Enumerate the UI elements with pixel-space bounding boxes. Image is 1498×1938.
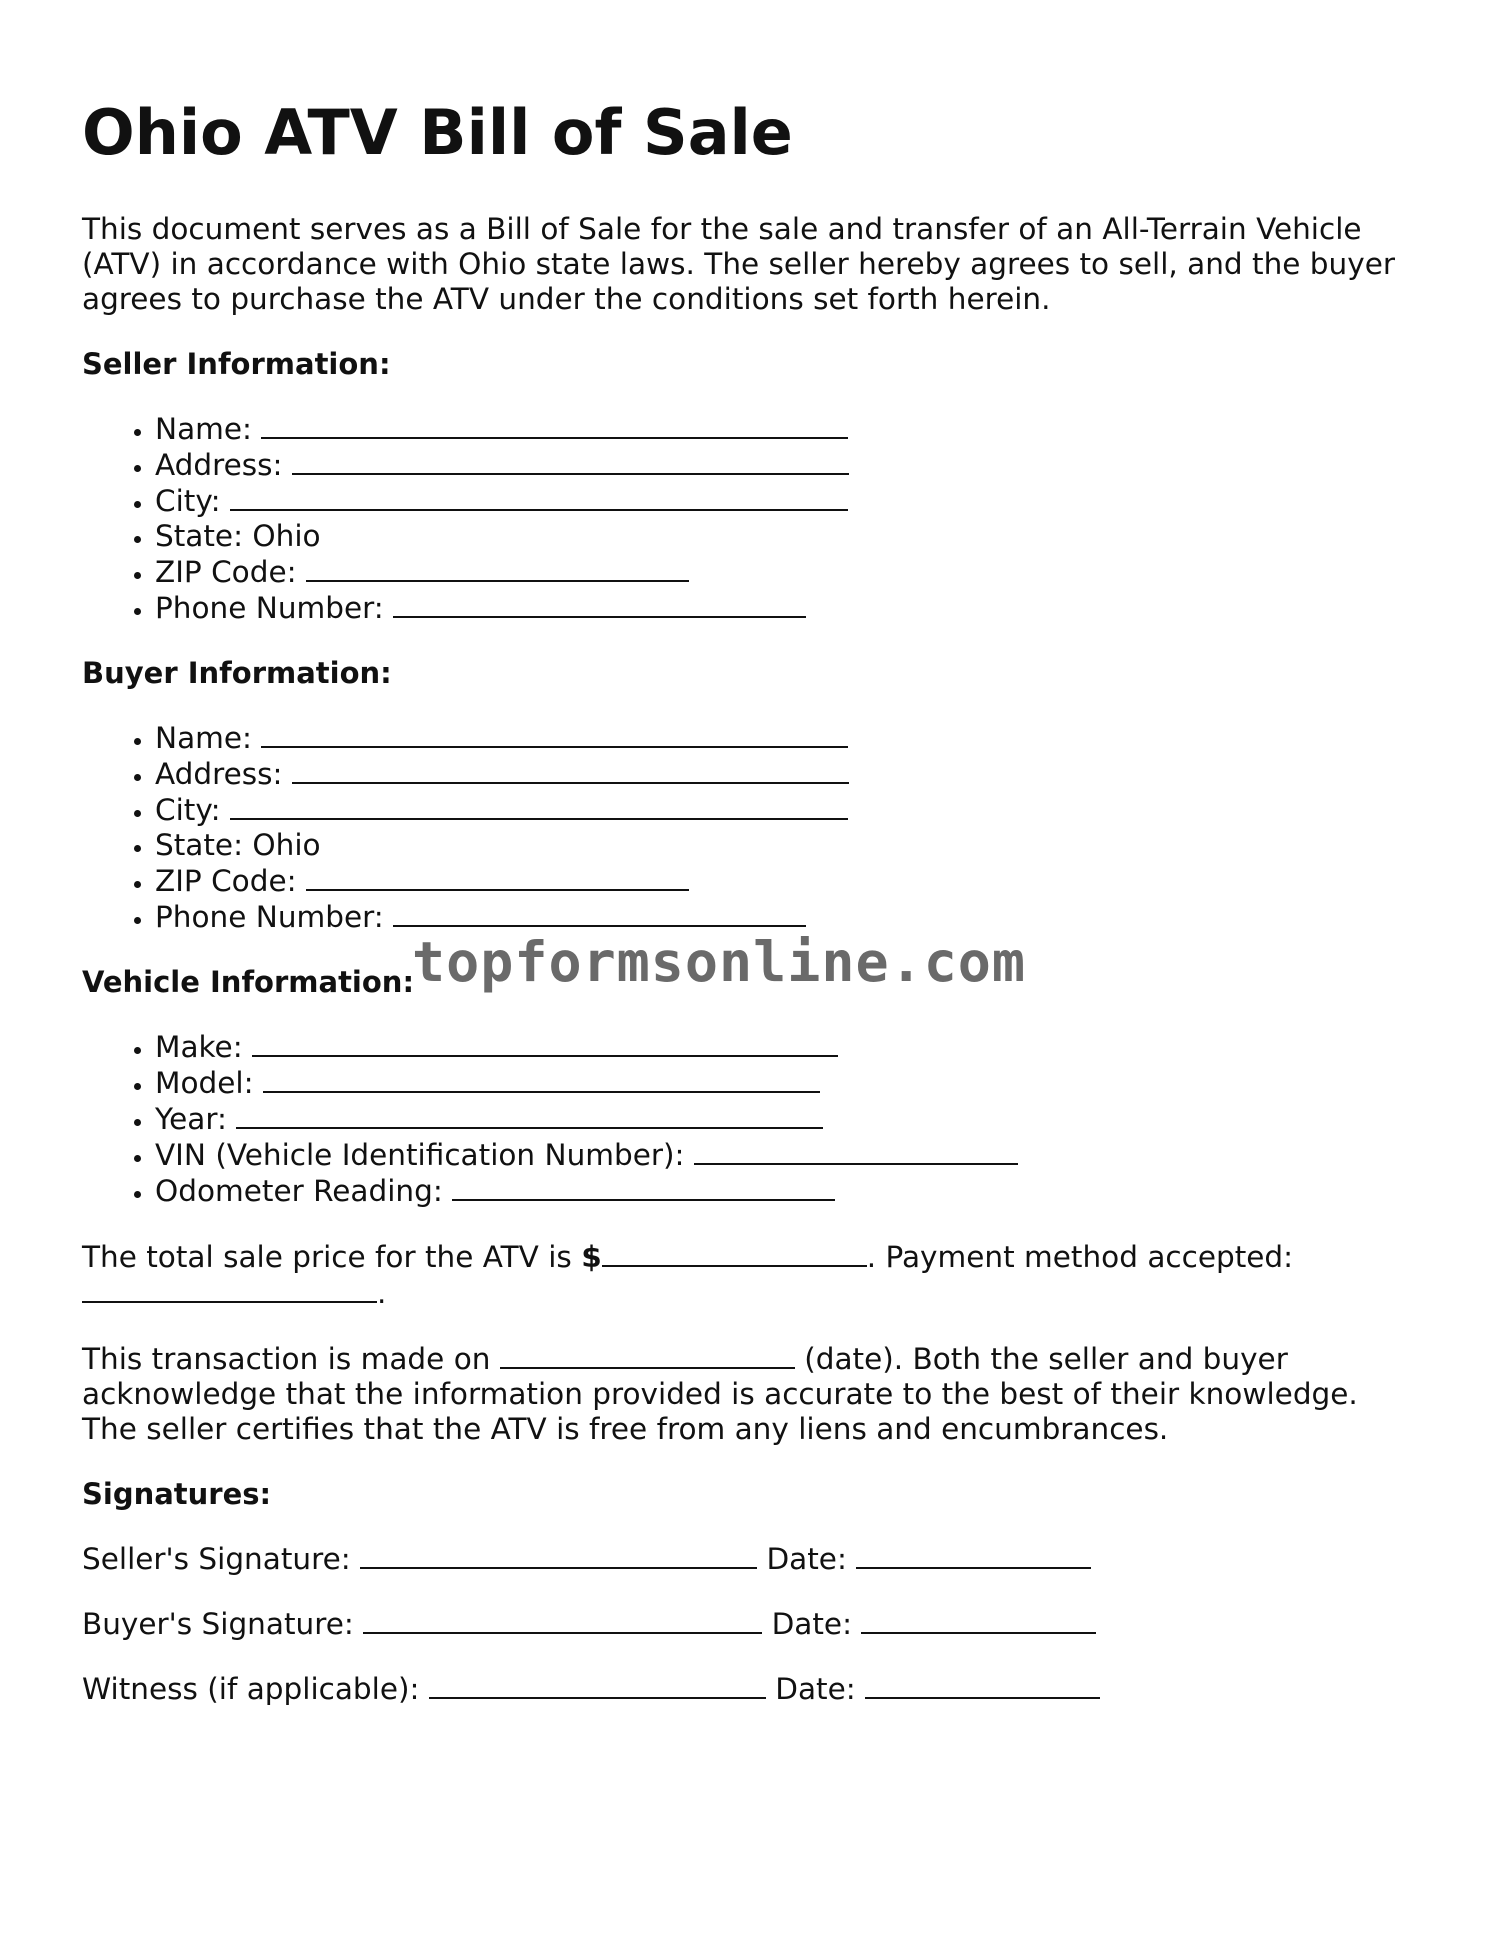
vehicle-make-label: Make:	[155, 1030, 243, 1065]
seller-address-label: Address:	[155, 448, 283, 483]
vehicle-vin-blank[interactable]	[694, 1137, 1018, 1165]
buyer-name-label: Name:	[155, 721, 252, 756]
buyer-state-field	[155, 828, 1422, 863]
vehicle-vin-field	[155, 1137, 1422, 1173]
buyer-date-blank[interactable]	[861, 1606, 1096, 1634]
seller-address-blank[interactable]	[292, 447, 849, 475]
seller-state-label: State: Ohio	[155, 519, 321, 554]
buyer-heading: Buyer Information:	[82, 656, 392, 691]
buyer-signature-label: Buyer's Signature:	[82, 1607, 354, 1642]
seller-zip-label: ZIP Code:	[155, 555, 297, 590]
buyer-zip-blank[interactable]	[306, 863, 689, 891]
buyer-zip-label: ZIP Code:	[155, 864, 297, 899]
document-page	[82, 96, 1422, 1736]
buyer-city-label: City:	[155, 793, 221, 828]
intro-paragraph: This document serves as a Bill of Sale for the sale and transfer of an All-Terrain Vehicle (ATV) in accordance with Ohio state laws. The seller hereby agrees to sell, and the buyer agrees to purchase the ATV under the conditions set forth herein.	[82, 212, 1395, 317]
vehicle-model-field	[155, 1065, 1422, 1101]
seller-phone-label: Phone Number:	[155, 591, 384, 626]
seller-state-field	[155, 519, 1422, 554]
seller-name-label: Name:	[155, 412, 252, 447]
price-paragraph	[82, 1239, 1422, 1311]
seller-address-field	[155, 447, 1422, 483]
seller-date-blank[interactable]	[856, 1541, 1091, 1569]
buyer-fields	[82, 720, 1422, 935]
seller-name-blank[interactable]	[261, 411, 848, 439]
payment-method-blank[interactable]	[82, 1275, 377, 1303]
buyer-state-label: State: Ohio	[155, 828, 321, 863]
seller-signature-line	[82, 1541, 1422, 1577]
transaction-prefix: This transaction is made on	[82, 1342, 491, 1377]
watermark-text: topformsonline.com	[412, 930, 1027, 995]
seller-city-field	[155, 483, 1422, 519]
seller-signature-label: Seller's Signature:	[82, 1542, 351, 1577]
transaction-date-blank[interactable]	[500, 1341, 795, 1369]
price-currency: $	[581, 1240, 602, 1275]
vehicle-fields	[82, 1029, 1422, 1209]
vehicle-make-blank[interactable]	[252, 1029, 838, 1057]
buyer-date-label: Date:	[771, 1607, 853, 1642]
buyer-address-field	[155, 756, 1422, 792]
vehicle-heading-row	[82, 930, 1422, 1000]
vehicle-heading: Vehicle Information:	[82, 965, 415, 1000]
price-blank[interactable]	[602, 1239, 867, 1267]
seller-phone-blank[interactable]	[393, 590, 806, 618]
seller-heading: Seller Information:	[82, 347, 391, 382]
witness-signature-label: Witness (if applicable):	[82, 1672, 420, 1707]
witness-signature-blank[interactable]	[429, 1671, 766, 1699]
seller-zip-blank[interactable]	[306, 554, 689, 582]
buyer-address-blank[interactable]	[292, 756, 849, 784]
vehicle-odometer-blank[interactable]	[452, 1173, 835, 1201]
seller-name-field	[155, 411, 1422, 447]
buyer-phone-label: Phone Number:	[155, 900, 384, 935]
seller-phone-field	[155, 590, 1422, 626]
buyer-city-blank[interactable]	[230, 792, 848, 820]
seller-date-label: Date:	[766, 1542, 847, 1577]
buyer-name-field	[155, 720, 1422, 756]
transaction-paragraph	[82, 1341, 1422, 1447]
witness-date-label: Date:	[775, 1672, 856, 1707]
vehicle-year-blank[interactable]	[236, 1101, 823, 1129]
vehicle-model-label: Model:	[155, 1066, 254, 1101]
vehicle-year-label: Year:	[155, 1102, 227, 1137]
buyer-phone-blank[interactable]	[393, 899, 806, 927]
witness-signature-line	[82, 1671, 1422, 1707]
witness-date-blank[interactable]	[865, 1671, 1100, 1699]
buyer-zip-field	[155, 863, 1422, 899]
buyer-city-field	[155, 792, 1422, 828]
seller-city-blank[interactable]	[230, 483, 848, 511]
buyer-address-label: Address:	[155, 757, 283, 792]
vehicle-model-blank[interactable]	[263, 1065, 820, 1093]
payment-method-label: . Payment method accepted:	[866, 1240, 1294, 1275]
vehicle-year-field	[155, 1101, 1422, 1137]
vehicle-make-field	[155, 1029, 1422, 1065]
transaction-suffix: (date). Both the seller and buyer acknowledge that the information provided is accurate to the best of their knowledge. The seller certifies that the ATV is free from any liens and encumbrances.	[82, 1342, 1358, 1447]
seller-fields	[82, 411, 1422, 626]
price-prefix: The total sale price for the ATV is	[82, 1240, 572, 1275]
buyer-name-blank[interactable]	[261, 720, 848, 748]
signatures-heading: Signatures:	[82, 1477, 272, 1512]
seller-city-label: City:	[155, 484, 221, 519]
vehicle-vin-label: VIN (Vehicle Identification Number):	[155, 1138, 685, 1173]
vehicle-odometer-field	[155, 1173, 1422, 1209]
vehicle-odometer-label: Odometer Reading:	[155, 1174, 443, 1209]
document-title: Ohio ATV Bill of Sale	[82, 96, 793, 169]
buyer-signature-line	[82, 1606, 1422, 1642]
price-end: .	[377, 1276, 387, 1311]
seller-signature-blank[interactable]	[360, 1541, 757, 1569]
buyer-signature-blank[interactable]	[363, 1606, 762, 1634]
seller-zip-field	[155, 554, 1422, 590]
